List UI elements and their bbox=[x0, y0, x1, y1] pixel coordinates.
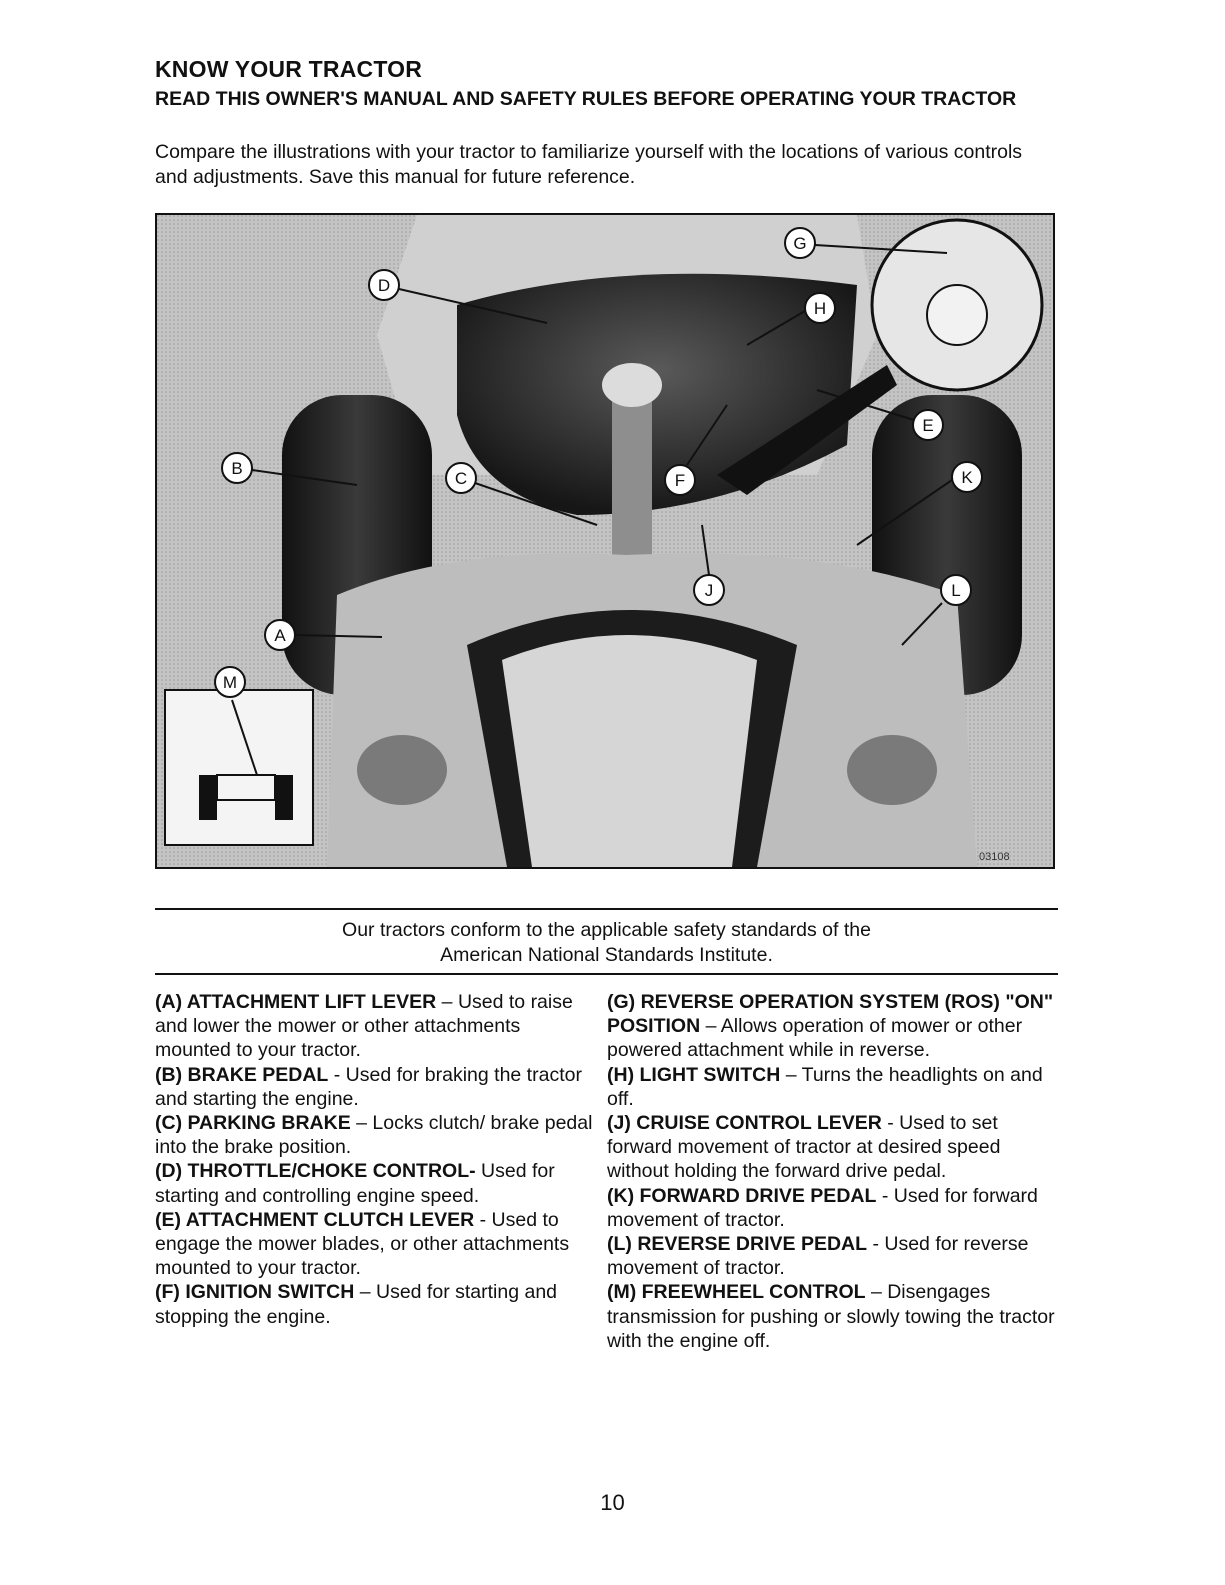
callout-letter-c: C bbox=[454, 469, 468, 488]
freewheel-inset bbox=[165, 690, 313, 845]
control-label: (H) LIGHT SWITCH bbox=[607, 1063, 781, 1086]
control-label: (G) REVERSE OPERATION SYSTEM (ROS) "ON" POSITION bbox=[607, 991, 1054, 1038]
control-entry-b bbox=[155, 1063, 595, 1111]
control-label: (J) CRUISE CONTROL LEVER bbox=[607, 1112, 882, 1135]
tractor-illustration-svg bbox=[157, 215, 1053, 867]
control-entry-h bbox=[607, 1063, 1059, 1111]
callout-letter-a: A bbox=[274, 626, 286, 645]
control-label: (K) FORWARD DRIVE PEDAL bbox=[607, 1184, 877, 1207]
control-description: - Used to set forward movement of tractor at desired speed without holding the forward drive pedal. bbox=[607, 1112, 1001, 1183]
page-title: KNOW YOUR TRACTOR bbox=[155, 56, 423, 82]
callout-letter-d: D bbox=[377, 276, 391, 295]
control-label: (B) BRAKE PEDAL bbox=[155, 1063, 329, 1086]
standards-note-line2: American National Standards Institute. bbox=[440, 944, 773, 966]
control-description: – Locks clutch/ brake pedal into the brake position. bbox=[155, 1112, 593, 1159]
callout-letter-m: M bbox=[222, 673, 238, 692]
control-description: - Used for reverse movement of tractor. bbox=[607, 1233, 1029, 1280]
callout-letter-b: B bbox=[231, 459, 243, 478]
callout-letter-h: H bbox=[813, 299, 827, 318]
control-label: (L) REVERSE DRIVE PEDAL bbox=[607, 1233, 868, 1256]
divider-top bbox=[155, 908, 1058, 910]
callout-letter-e: E bbox=[922, 416, 934, 435]
control-entry-l bbox=[607, 1232, 1059, 1280]
callout-letter-g: G bbox=[793, 234, 807, 253]
callout-letter-j: J bbox=[704, 581, 714, 600]
callout-letter-l: L bbox=[951, 581, 961, 600]
freewheel-tire-left bbox=[199, 775, 217, 820]
divider-bottom bbox=[155, 973, 1058, 975]
image-code: 03108 bbox=[979, 851, 1010, 863]
control-label: (D) THROTTLE/CHOKE CONTROL- bbox=[155, 1160, 476, 1183]
control-entry-m bbox=[607, 1280, 1059, 1353]
page-number: 10 bbox=[600, 1490, 625, 1515]
control-description: – Turns the headlights on and off. bbox=[607, 1063, 1043, 1110]
freewheel-tire-right bbox=[275, 775, 293, 820]
control-description: – Allows operation of mower or other powered attachment while in reverse. bbox=[607, 1015, 1023, 1062]
control-entry-e bbox=[155, 1208, 595, 1281]
control-description: Used for starting and controlling engine speed. bbox=[155, 1160, 555, 1207]
tractor-controls-illustration bbox=[155, 213, 1055, 869]
control-label: (A) ATTACHMENT LIFT LEVER bbox=[155, 991, 437, 1013]
control-description: – Used to raise and lower the mower or other attachments mounted to your tractor. bbox=[155, 991, 573, 1062]
control-label: (M) FREEWHEEL CONTROL bbox=[607, 1281, 866, 1304]
control-label: (F) IGNITION SWITCH bbox=[155, 1281, 355, 1304]
left-cup-holder bbox=[357, 735, 447, 805]
control-description: - Used for braking the tractor and starting the engine. bbox=[155, 1063, 582, 1110]
control-description: - Used to engage the mower blades, or other attachments mounted to your tractor. bbox=[155, 1208, 570, 1280]
control-label: (C) PARKING BRAKE bbox=[155, 1112, 351, 1135]
control-entry-c bbox=[155, 1111, 595, 1159]
control-description: - Used for forward movement of tractor. bbox=[607, 1184, 1038, 1231]
callout-letter-k: K bbox=[961, 468, 973, 487]
standards-note-line1: Our tractors conform to the applicable safety standards of the bbox=[342, 919, 871, 941]
callout-letter-f: F bbox=[674, 471, 686, 490]
page-subtitle: READ THIS OWNER'S MANUAL AND SAFETY RULES BEFORE OPERATING YOUR TRACTOR bbox=[155, 88, 1017, 110]
control-entry-f bbox=[155, 1280, 595, 1328]
control-label: (E) ATTACHMENT CLUTCH LEVER bbox=[155, 1208, 475, 1231]
seat-cushion bbox=[502, 635, 757, 867]
control-entry-a bbox=[155, 990, 595, 1063]
control-description: – Disengages transmission for pushing or slowly towing the tractor with the engine off. bbox=[607, 1281, 1055, 1352]
standards-note bbox=[155, 918, 1058, 968]
controls-list-right bbox=[607, 990, 1059, 1353]
controls-list-left bbox=[155, 990, 595, 1329]
control-entry-k bbox=[607, 1184, 1059, 1232]
control-description: – Used for starting and stopping the engine. bbox=[155, 1281, 558, 1328]
intro-paragraph: Compare the illustrations with your tractor to familiarize yourself with the locations of various controls and adjustments. Save this manual for future reference. bbox=[155, 141, 1023, 188]
right-cup-holder bbox=[847, 735, 937, 805]
ignition-dial-center bbox=[927, 285, 987, 345]
steering-hub bbox=[602, 363, 662, 407]
control-entry-j bbox=[607, 1111, 1059, 1184]
control-entry-d bbox=[155, 1159, 595, 1207]
control-entry-g bbox=[607, 990, 1059, 1063]
